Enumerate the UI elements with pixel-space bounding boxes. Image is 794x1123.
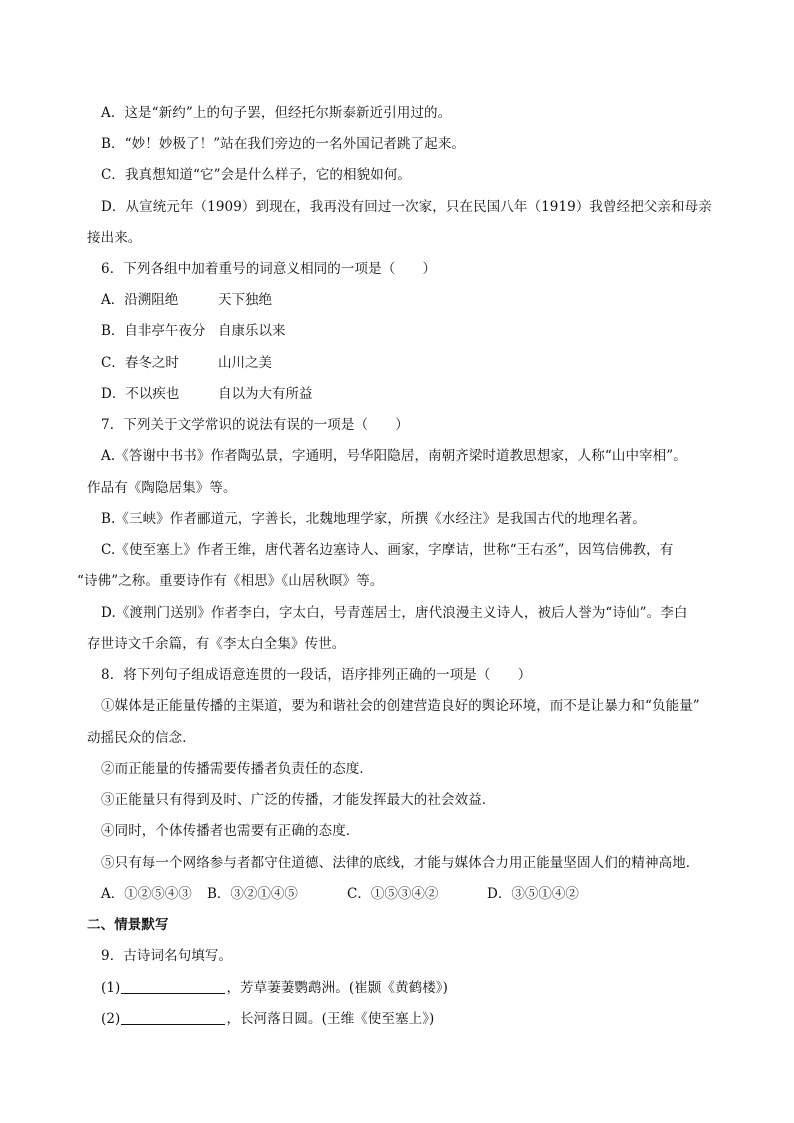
q7-option-d-line1: D.《渡荆门送别》作者李白，字太白，号青莲居士，唐代浪漫主义诗人，被后人誉为“诗仙”。李白 [101,605,688,621]
q6-option-a-pair: 天下独绝 [218,292,272,308]
q8-option-b: B．③②①④⑤ [207,886,298,902]
q7-option-a-line2: 作品有《陶隐居集》等。 [87,480,237,496]
q5-option-d-line2: 接出来。 [87,230,142,246]
q6-option-a: A．沿溯阻绝 [101,292,179,308]
q6-stem: 6．下列各组中加着重号的词意义相同的一项是（ ） [101,261,437,277]
q9-item-2-number: (2) [101,1011,121,1027]
q8-sentence-3: ③正能量只有得到及时、广泛的传播，才能发挥最大的社会效益． [101,792,496,808]
q9-item-1-text: ，芳草萋萋鹦鹉洲。(崔颢《黄鹤楼》) [226,980,449,996]
q8-sentence-4: ④同时，个体传播者也需要有正确的态度． [101,823,360,839]
q6-option-d: D．不以疾也 [101,386,180,402]
q6-option-d-pair: 自以为大有所益 [218,386,313,402]
q6-option-c: C．春冬之时 [101,355,179,371]
q8-option-c: C．①⑤③④② [347,886,439,902]
q5-option-c: C．我真想知道“它”会是什么样子，它的相貌如何。 [101,167,412,183]
q9-item-1-blank [121,979,225,994]
q8-sentence-1-line1: ①媒体是正能量传播的主渠道，要为和谐社会的创建营造良好的舆论环境，而不是让暴力和“负能量” [101,698,700,714]
q6-option-b: B．自非亭午夜分 [101,323,206,339]
q9-stem: 9．古诗词名句填写。 [101,948,233,964]
q5-option-d-line1: D．从宣统元年（1909）到现在，我再没有回过一次家，只在民国八年（1919）我曾经把父亲和母亲 [101,199,712,215]
q9-item-2-blank [121,1010,225,1025]
q9-item-1-number: (1) [101,980,121,996]
q9-item-2 [101,1010,434,1028]
q8-option-a: A．①②⑤④③ [101,886,192,902]
q8-sentence-2: ②而正能量的传播需要传播者负责任的态度． [101,761,373,777]
q7-option-d-line2: 存世诗文千余篇，有《李太白全集》传世。 [87,636,346,652]
q7-option-b: B.《三峡》作者郦道元，字善长，北魏地理学家，所撰《水经注》是我国古代的地理名著。 [101,511,646,527]
q9-item-2-text: ，长河落日圆。(王维《使至塞上》) [226,1011,435,1027]
q8-option-d: D．③⑤①④② [487,886,579,902]
q6-option-b-pair: 自康乐以来 [218,323,286,339]
section-heading: 二、情景默写 [87,917,169,933]
q8-sentence-5: ⑤只有每一个网络参与者都守住道德、法律的底线，才能与媒体合力用正能量坚固人们的精神高地． [101,855,700,871]
q8-sentence-1-line2: 动摇民众的信念． [87,730,196,746]
q7-option-a-line1: A.《答谢中书书》作者陶弘景，字通明，号华阳隐居，南朝齐梁时道教思想家，人称“山中宰相”。 [101,448,687,464]
q7-stem: 7．下列关于文学常识的说法有误的一项是（ ） [101,417,409,433]
q8-stem: 8．将下列句子组成语意连贯的一段话，语序排列正确的一项是（ ） [101,667,532,683]
q7-option-c-line1: C.《使至塞上》作者王维，唐代著名边塞诗人、画家，字摩诘，世称“王右丞”，因笃信佛教，有 [101,542,674,558]
q6-option-c-pair: 山川之美 [218,355,272,371]
q7-option-c-line2: “诗佛”之称。重要诗作有《相思》《山居秋暝》等。 [77,573,384,589]
q5-option-b: B．“妙！妙极了！”站在我们旁边的一名外国记者跳了起来。 [101,136,466,152]
q9-item-1 [101,979,448,997]
q5-option-a: A．这是“新约”上的句子罢，但经托尔斯泰新近引用过的。 [101,105,452,121]
